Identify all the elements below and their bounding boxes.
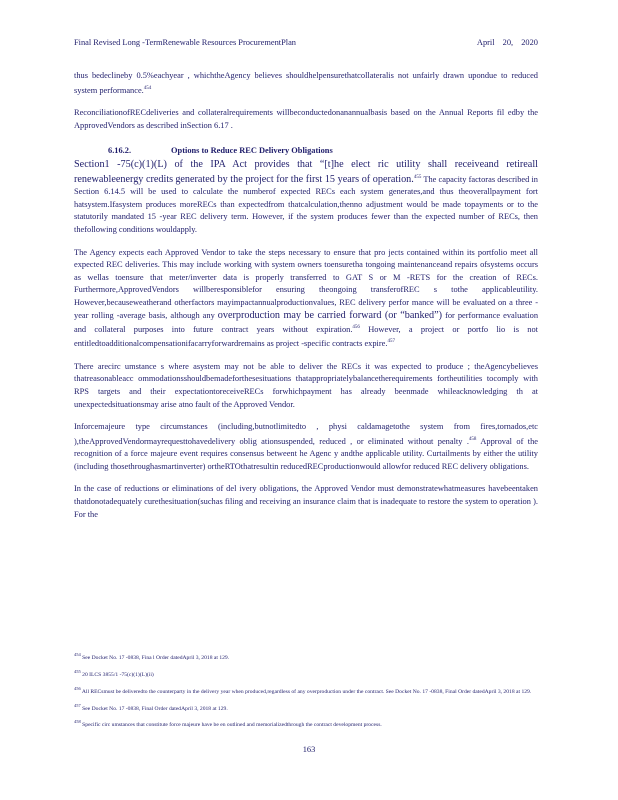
footnote-458: $^{458}$ Specific circ umstances that constitute force majeure have be en outlined and memorializedthrough the contract development process. [74,719,382,729]
footnote-ref-455[interactable]: 455 [413,174,422,180]
footnote-ref-457[interactable]: 457 [387,339,395,345]
section-heading [108,146,538,155]
footnote-456: $^{456}$ All RECsmust be deliveredto the counterparty in the delivery year when produced,regardless of any overproduction under the contract. See Docket No. 17 -0838, Final Order datedApril 3, 2018 at 129. [74,685,532,695]
document-body [74,70,538,531]
paragraph-5: There arecirc umstance s where asystem may not be able to deliver the RECs it was expected to produce ; theAgencybelieves thatreasonableacc ommodationsshouldbemadeforthesesituations thatappropriatelybalancetherequirements fortheutilities tocomply with RPS targets and their expectationtoreceiveRECs forwhichpayment has already beenmade whileacknowledging th at unexpectedsituationsmay arise atno fault of the Approved Vendor. [74,361,538,409]
section-number: 6.16.2. [108,146,132,156]
paragraph-6: Inforcemajeure type circumstances (including,butnotlimitedto , physi caldamagetothe system from fires,tornados,etc ),theApprovedVendormayrequesttohavedelivery oblig ationsuspended, reduced , or eliminated without penalty .$^{458}$ Approval of the recognition of a force majeure event requires consensus betweent he Agenc y andthe applicable utility. Curtailments by either the utility (including thosethroughasmartinverter) ortheRTOthatresultin reducedRECproductionwould allowfor reduced REC delivery obligations. [74,422,538,471]
footnote-454: $^{454}$ See Docket No. 17 -0838, Fina l Order datedApril 3, 2018 at 129. [74,652,230,661]
footnote-457: $^{457}$ See Docket No. 17 -0838, Final Order datedApril 3, 2018 at 129. [74,702,228,712]
header-date: April 20, 2020 [476,38,538,47]
paragraph-1: thus bedeclineby 0.5%eachyear , whichtheAgency believes shouldhelpensurethatcollateralis not unfairly drawn uponduе to reduced system performance.$^{454}$ [74,71,538,95]
footnote-ref-456[interactable]: 456 [352,325,360,331]
footnote-ref-454[interactable]: 454 [143,85,152,91]
page-number: 163 [302,745,316,754]
footnotes [74,650,538,734]
paragraph-2: ReconciliationofRECdeliveries and collateralrequirements willbeconductedonanannualbasis based on the Annual Reports fil edby the ApprovedVendors as described inSection 6.17 . [74,107,538,130]
footnote-ref-458[interactable]: 458 [468,436,477,442]
header-title: Final Revised Long -TermRenewable Resources ProcurementPlan [74,38,296,47]
paragraph-3: Section1 -75(c)(1)(L) of the IPA Act provides that “[t]he elect ric utility shall receiveand retireall renewableenergy credits generated by the project for the first 15 years of operation.$^{455}$ The capacity factoras described in Section 6.14.5 will be used to calculate the numberof expected RECs each system generates,and thus theoverallpayment fort hatsystem.Ifasystem produces moreRECs than expectedfrom thatcalculation,thenno adjustment would be made topayments or to the statutorily mandated 15 -year REC delivery term. However, if the system produces fewer than the expected number of RECs, then thefollowing conditions wouldapply. [74,159,538,234]
paragraph-7: In the case of reductions or eliminations of del ivery obligations, the Approved Vendor must demonstratewhatmeasures havebeentaken thatdonotadequately curethesituation(suchas filing and receiving an insurance claim that is inadequate to restore the system to operation ). For the [74,484,538,519]
paragraph-4: The Agency expects each Approved Vendor to take the steps necessary to ensure that pro jects contained within its portfolio meet all expected REC deliveries. This may include working with system owners toensurethа tongoing maintenanceand repairs ofsystems occurs as wellas toensure that meter/inverter data is properly transferred to GAT S or M -RETS for the creation of RECs. Furthermore,ApprovedVendors willberesponsiblefor ensuring theongoing transferofREC s tothe applicableutility. However,becauseweatherand otherfactors mayimpactannualproductionvalues, REC delivery perfor mance will be evaluated on a three -year rolling -average basis, although any overproduction may be carried forward (or “banked”) for performance evaluation and collateral purposes into future contract years without expiration.$^{456}$ However, a project or portfo lio is not entitledtoadditionalcompensationifacarryforwardremains as project -specific contracts expire.$^{457}$ [74,247,539,349]
footnote-455: $^{455}$ 20 ILCS 3855/1 -75(c)(1)(L)(ii) [74,668,154,678]
section-title: Options to Reduce REC Delivery Obligations [171,146,333,156]
running-header [74,38,538,47]
